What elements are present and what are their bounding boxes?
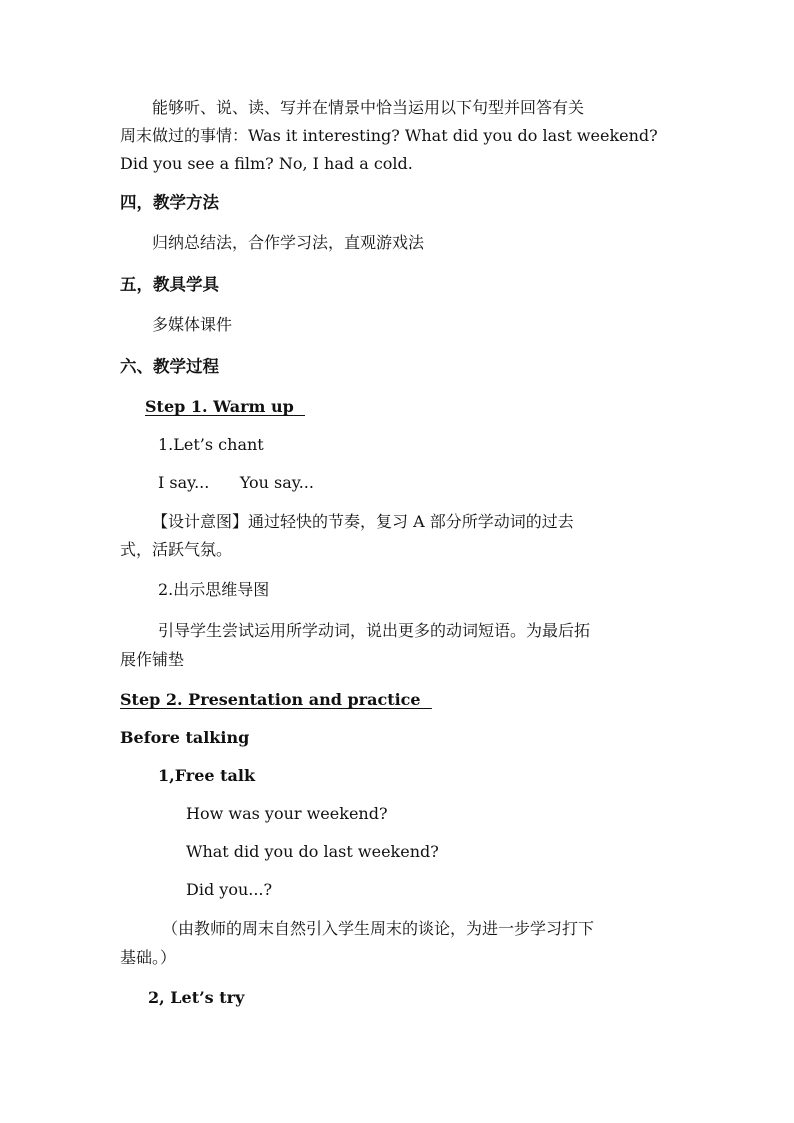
- section-4-heading: 四，教学方法: [120, 193, 219, 212]
- chant-line: I say... You say...: [158, 473, 314, 492]
- free-talk-label: 1,Free talk: [158, 766, 256, 785]
- lets-try-label: 2, Let’s try: [148, 988, 245, 1007]
- before-talking-label: Before talking: [120, 728, 250, 747]
- design-intent-line-1: 【设计意图】通过轻快的节奏，复习 A 部分所学动词的过去: [152, 512, 574, 531]
- objective-line-3: Did you see a film? No, I had a cold.: [120, 154, 413, 173]
- question-2: What did you do last weekend?: [186, 842, 439, 861]
- step-2-title: Step 2. Presentation and practice: [120, 690, 421, 709]
- objective-line-2: 周末做过的事情：Was it interesting? What did you do last weekend?: [120, 126, 658, 145]
- item-2-desc-line-1: 引导学生尝试运用所学动词，说出更多的动词短语。为最后拓: [158, 621, 591, 640]
- question-1: How was your weekend?: [186, 804, 388, 823]
- section-4-content: 归纳总结法，合作学习法，直观游戏法: [152, 233, 425, 252]
- objective-line-1: 能够听、说、读、写并在情景中恰当运用以下句型并回答有关: [152, 98, 585, 117]
- section-5-content: 多媒体课件: [152, 315, 233, 334]
- section-5-heading: 五，教具学具: [120, 275, 219, 294]
- design-intent-line-2: 式，活跃气氛。: [120, 540, 233, 559]
- step-1-title: Step 1. Warm up: [145, 397, 294, 416]
- step-1-item-1: 1.Let’s chant: [158, 435, 264, 454]
- question-3: Did you...?: [186, 880, 273, 899]
- item-2-desc-line-2: 展作铺垫: [120, 650, 185, 669]
- section-6-heading: 六、教学过程: [120, 357, 219, 376]
- note-line-1: （由教师的周末自然引入学生周末的谈论，为进一步学习打下: [162, 919, 595, 938]
- step-1-item-2: 2.出示思维导图: [158, 580, 270, 599]
- note-line-2: 基础。）: [120, 948, 177, 967]
